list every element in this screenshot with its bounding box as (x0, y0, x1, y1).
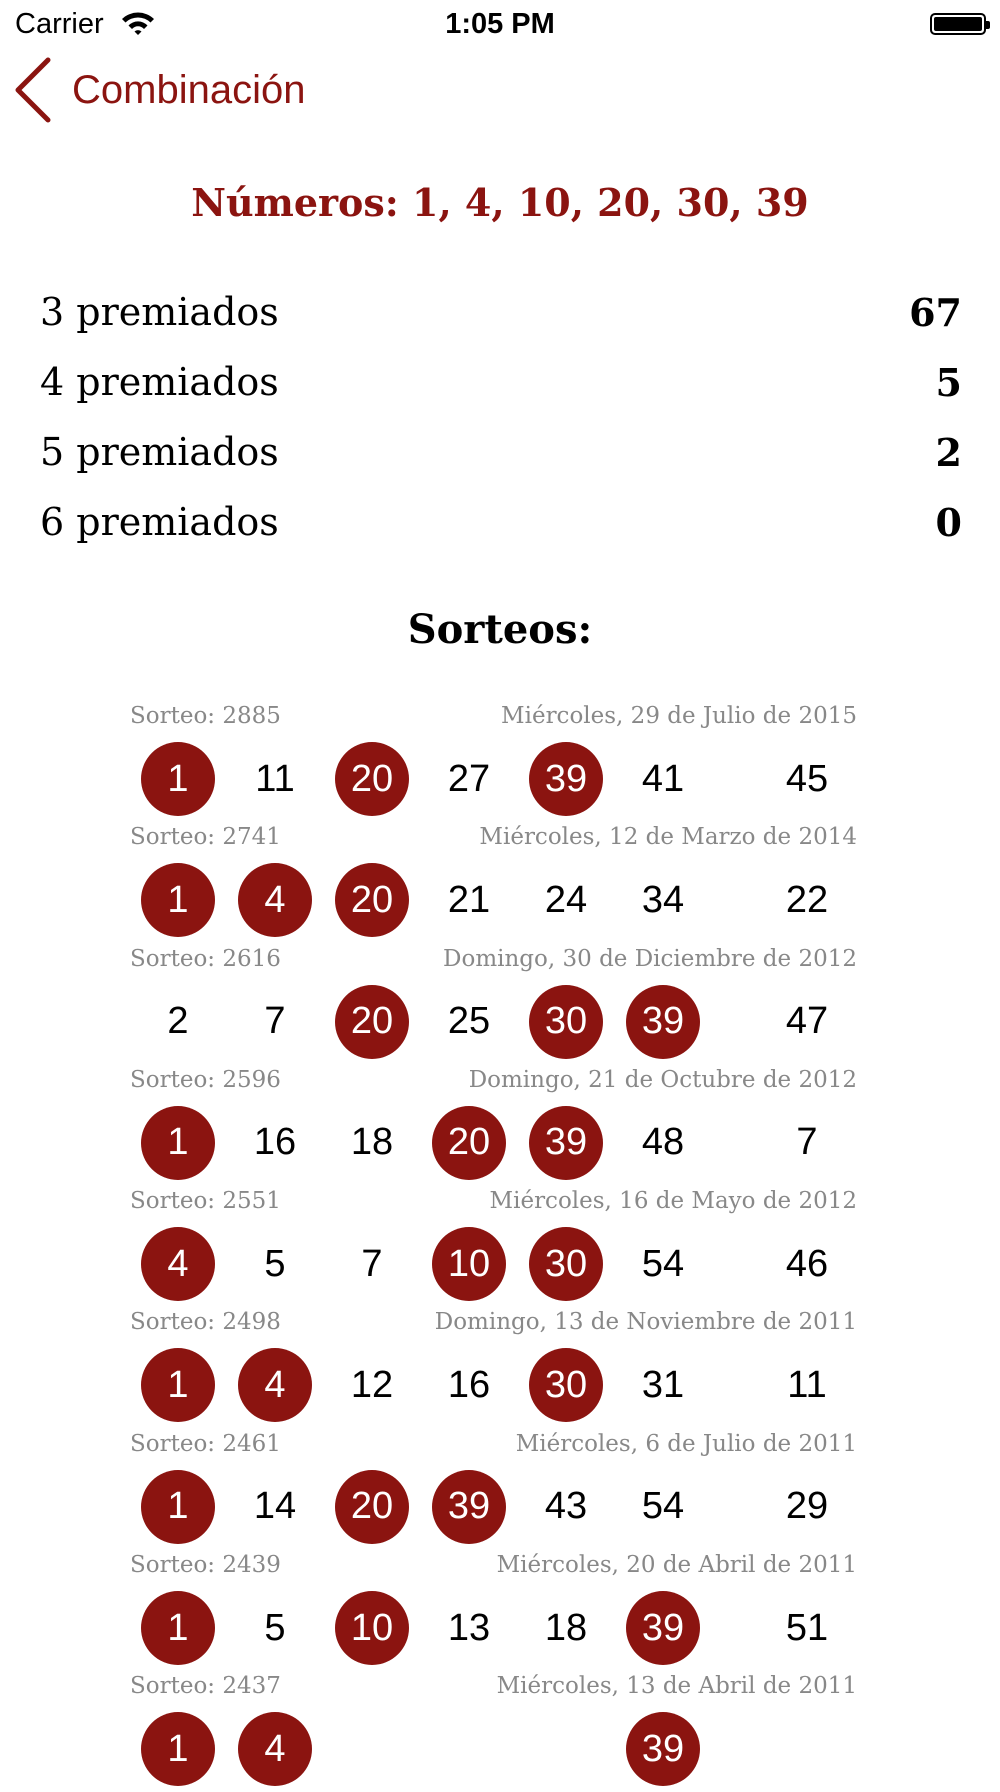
draw-date: Miércoles, 29 de Julio de 2015 (501, 703, 857, 729)
stat-label: 4 premiados (40, 360, 279, 404)
draw-date: Domingo, 30 de Diciembre de 2012 (443, 945, 857, 972)
draw-row[interactable] (0, 1064, 1000, 1185)
draw-meta (130, 1067, 857, 1097)
prize-stats (40, 277, 962, 557)
stat-value: 67 (909, 289, 962, 335)
draw-number: 16 (447, 1363, 491, 1406)
matched-number-ball: 1 (141, 742, 215, 816)
draw-date: Domingo, 13 de Noviembre de 2011 (434, 1309, 857, 1336)
navigation-bar (0, 50, 1000, 130)
draw-number: 2 (167, 1000, 189, 1043)
draw-date: Miércoles, 12 de Marzo de 2014 (479, 824, 857, 851)
draw-number: 34 (641, 878, 685, 921)
matched-number-ball: 39 (626, 1712, 700, 1786)
draw-number: 18 (350, 1121, 394, 1164)
selected-numbers-heading: Números: 1, 4, 10, 20, 30, 39 (191, 180, 809, 225)
draw-date: Miércoles, 20 de Abril de 2011 (496, 1552, 857, 1579)
draw-date: Miércoles, 13 de Abril de 2011 (496, 1673, 857, 1700)
draw-date: Miércoles, 16 de Mayo de 2012 (489, 1188, 857, 1215)
draw-row[interactable] (0, 1185, 1000, 1306)
draw-id: Sorteo: 2616 (130, 945, 281, 972)
draw-number: 22 (785, 878, 829, 921)
draw-number (770, 1712, 844, 1786)
draw-id: Sorteo: 2498 (130, 1309, 281, 1336)
matched-number-ball: 30 (529, 1348, 603, 1422)
matched-number-ball: 39 (626, 1591, 700, 1665)
draw-number (529, 1712, 603, 1786)
back-button-label: Combinación (72, 67, 306, 112)
matched-number-ball: 4 (238, 1348, 312, 1422)
draw-number: 21 (447, 878, 491, 921)
draw-meta (130, 1188, 857, 1218)
draw-number: 48 (641, 1121, 685, 1164)
draw-date: Domingo, 21 de Octubre de 2012 (468, 1066, 857, 1093)
draw-number: 16 (253, 1121, 297, 1164)
draw-meta (130, 1431, 857, 1461)
draw-number: 7 (796, 1121, 818, 1164)
draw-row[interactable] (0, 943, 1000, 1064)
matched-number-ball: 20 (335, 863, 409, 937)
matched-number-ball: 4 (141, 1227, 215, 1301)
draws-heading: Sorteos: (407, 606, 593, 653)
draw-number: 54 (641, 1485, 685, 1528)
matched-number-ball: 1 (141, 1106, 215, 1180)
matched-number-ball: 39 (432, 1470, 506, 1544)
draw-id: Sorteo: 2437 (130, 1673, 281, 1700)
draw-number: 31 (641, 1363, 685, 1406)
draw-meta (130, 946, 857, 976)
draw-row[interactable] (0, 700, 1000, 821)
matched-number-ball: 20 (335, 742, 409, 816)
draw-number: 45 (785, 757, 829, 800)
chevron-left-icon (12, 55, 56, 125)
battery-icon (930, 13, 986, 35)
draw-meta (130, 1552, 857, 1582)
draw-row[interactable] (0, 1306, 1000, 1427)
draw-row[interactable] (0, 1670, 1000, 1791)
matched-number-ball: 10 (335, 1591, 409, 1665)
clock: 1:05 PM (445, 8, 555, 40)
matched-number-ball: 39 (529, 742, 603, 816)
draw-row[interactable] (0, 821, 1000, 942)
matched-number-ball: 1 (141, 1348, 215, 1422)
draw-number: 18 (544, 1606, 588, 1649)
draw-id: Sorteo: 2596 (130, 1066, 281, 1093)
draw-number: 46 (785, 1242, 829, 1285)
matched-number-ball: 39 (626, 985, 700, 1059)
draw-meta (130, 1309, 857, 1339)
matched-number-ball: 4 (238, 1712, 312, 1786)
draw-id: Sorteo: 2885 (130, 703, 281, 729)
draw-number: 43 (544, 1485, 588, 1528)
draw-number: 12 (350, 1363, 394, 1406)
draw-meta (130, 703, 857, 733)
draw-meta (130, 1673, 857, 1703)
matched-number-ball: 30 (529, 985, 603, 1059)
matched-number-ball: 10 (432, 1227, 506, 1301)
draw-number: 13 (447, 1606, 491, 1649)
draw-row[interactable] (0, 1428, 1000, 1549)
draws-list[interactable] (0, 700, 1000, 1770)
draw-number: 5 (264, 1242, 286, 1285)
matched-number-ball: 1 (141, 1712, 215, 1786)
draw-number: 41 (641, 757, 685, 800)
draw-id: Sorteo: 2439 (130, 1552, 281, 1579)
stat-row (40, 417, 962, 487)
draw-number: 11 (787, 1363, 827, 1406)
draw-id: Sorteo: 2741 (130, 824, 281, 851)
draw-number: 5 (264, 1606, 286, 1649)
matched-number-ball: 1 (141, 1591, 215, 1665)
matched-number-ball: 20 (335, 1470, 409, 1544)
draw-number (335, 1712, 409, 1786)
draw-date: Miércoles, 6 de Julio de 2011 (515, 1430, 857, 1457)
stat-value: 5 (935, 359, 962, 405)
stat-label: 6 premiados (40, 500, 279, 544)
draw-number: 47 (785, 1000, 829, 1043)
draw-number: 51 (785, 1606, 829, 1649)
matched-number-ball: 20 (335, 985, 409, 1059)
back-button[interactable] (12, 50, 305, 130)
matched-number-ball: 30 (529, 1227, 603, 1301)
carrier-label: Carrier (15, 8, 104, 40)
stat-label: 5 premiados (40, 430, 279, 474)
stat-row (40, 347, 962, 417)
status-bar (0, 0, 1000, 50)
draw-number: 11 (255, 757, 295, 800)
matched-number-ball: 1 (141, 863, 215, 937)
matched-number-ball: 39 (529, 1106, 603, 1180)
draw-number: 27 (447, 757, 491, 800)
draw-id: Sorteo: 2461 (130, 1430, 281, 1457)
stat-value: 2 (935, 429, 962, 475)
matched-number-ball: 4 (238, 863, 312, 937)
stat-label: 3 premiados (40, 290, 279, 334)
matched-number-ball: 20 (432, 1106, 506, 1180)
draw-meta (130, 824, 857, 854)
draw-row[interactable] (0, 1549, 1000, 1670)
draw-number: 54 (641, 1242, 685, 1285)
draw-number: 14 (253, 1485, 297, 1528)
draw-id: Sorteo: 2551 (130, 1188, 281, 1215)
stat-row (40, 487, 962, 557)
draw-number: 7 (264, 1000, 286, 1043)
draw-number: 29 (785, 1485, 829, 1528)
matched-number-ball: 1 (141, 1470, 215, 1544)
draw-number (432, 1712, 506, 1786)
draw-number: 25 (447, 1000, 491, 1043)
stat-value: 0 (935, 499, 962, 545)
stat-row (40, 277, 962, 347)
draw-number: 7 (361, 1242, 383, 1285)
draw-number: 24 (544, 878, 588, 921)
